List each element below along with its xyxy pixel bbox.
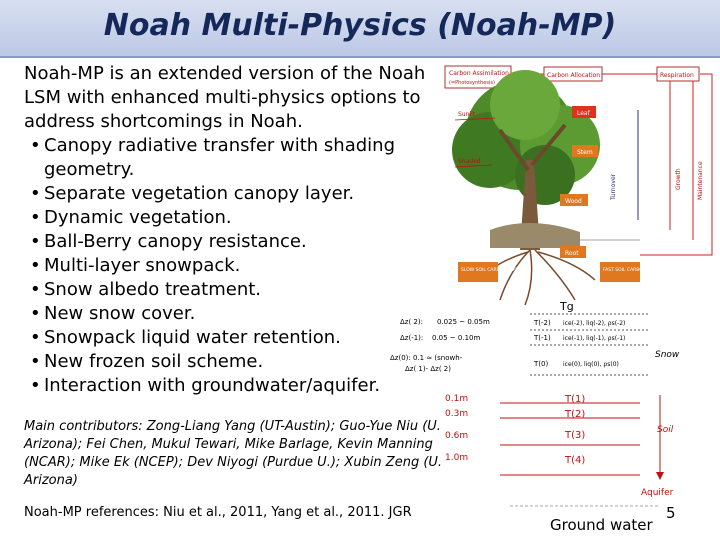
svg-text:FAST SOIL CARBON POOL: FAST SOIL CARBON POOL [603,268,660,273]
carbon-allocation-box [544,67,602,81]
dz0-label: Δz(0): 0.1 ≈ (snowh- [390,354,463,362]
ground-water-label: Ground water [550,516,653,534]
svg-text:Leaf: Leaf [577,110,590,117]
svg-text:Wood: Wood [565,198,582,205]
wood-pool [560,194,588,206]
feature-item: • Interaction with groundwater/aquifer. [30,374,450,398]
carbon-allocation-label: Carbon Allocation [547,72,601,79]
snow-layers [390,300,680,375]
aquifer-label: Aquifer [641,488,674,498]
stem-pool [572,145,598,157]
leaf-pool [572,106,596,118]
contributors-text: Main contributors: Zong-Liang Yang (UT-Austin); Guo-Yue Niu (U. Arizona); Fei Chen, Mukul Tewari, Mike Barlage, Kevin Manning (NCAR); Mike Ek (NCEP); Dev Niyogi (Purdue U.); Xubin Zeng (U. Arizona) [24,419,443,488]
slow-soil-pool [458,262,521,282]
root-pool [560,246,586,258]
svg-text:Root: Root [565,250,579,257]
soil-label: Soil [657,425,674,435]
dz1-label: Δz(-1): [400,334,424,342]
soil-layers [445,394,674,506]
references-text: Noah-MP references: Niu et al., 2011, Yang et al., 2011. JGR [24,505,412,520]
sunlit-label: Sunlit [458,111,476,118]
depth-2: 0.3m [445,409,469,419]
tg-label: Tg [560,300,574,313]
photosynthesis-label: (=Photosynthesis) [449,80,495,86]
feature-item: • New snow cover. [30,302,450,326]
svg-text:SLOW SOIL CARBON POOL: SLOW SOIL CARBON POOL [461,268,521,273]
feature-item: • Snowpack liquid water retention. [30,326,450,350]
carbon-assimilation-label: Carbon Assimilation [449,70,509,77]
page-number: 5 [666,504,676,522]
ice-minus2: ice(-2), liq(-2), ρs(-2) [563,320,626,327]
shaded-label: Shaded [458,158,481,165]
depth-4: 1.0m [445,453,469,463]
soil-t3: T(3) [565,430,586,441]
ice-zero: ice(0), liq(0), ρs(0) [563,361,619,368]
dz1-range: 0.05 ~ 0.10m [432,334,481,342]
depth-3: 0.6m [445,431,469,441]
slide-title: Noah Multi-Physics (Noah-MP) [103,8,617,43]
feature-item: • Separate vegetation canopy layer. [30,182,450,206]
dz2-range: 0.025 ~ 0.05m [437,318,490,326]
intro-text: Noah-MP is an extended version of the Noah LSM with enhanced multi-physics options to address shortcomings in Noah. [24,63,426,132]
maintenance-label: Maintenance [697,161,704,200]
respiration-box [657,67,699,81]
soil-t1: T(1) [565,394,586,405]
t-minus2: T(-2) [534,319,551,327]
feature-item: • New frozen soil scheme. [30,350,450,374]
growth-label: Growth [675,168,682,190]
soil-t2: T(2) [565,409,586,420]
respiration-label: Respiration [660,72,694,79]
svg-text:Stem: Stem [577,149,593,156]
feature-item: • Dynamic vegetation. [30,206,450,230]
t-minus1: T(-1) [534,334,551,342]
snow-label: Snow [655,350,680,360]
dz2-label: Δz( 2): [400,318,423,326]
fast-soil-pool [600,262,660,282]
depth-1: 0.1m [445,394,469,404]
feature-item: • Canopy radiative transfer with shading geometry. [30,134,450,182]
turnover-label: Turnover [610,173,617,200]
soil-t4: T(4) [565,455,586,466]
feature-item: • Snow albedo treatment. [30,278,450,302]
dz0-b-label: Δz( 1)- Δz( 2) [405,365,451,373]
feature-item: • Ball-Berry canopy resistance. [30,230,450,254]
t-zero: T(0) [534,360,549,368]
ice-minus1: ice(-1), liq(-1), ρs(-1) [563,335,626,342]
feature-item: • Multi-layer snowpack. [30,254,450,278]
